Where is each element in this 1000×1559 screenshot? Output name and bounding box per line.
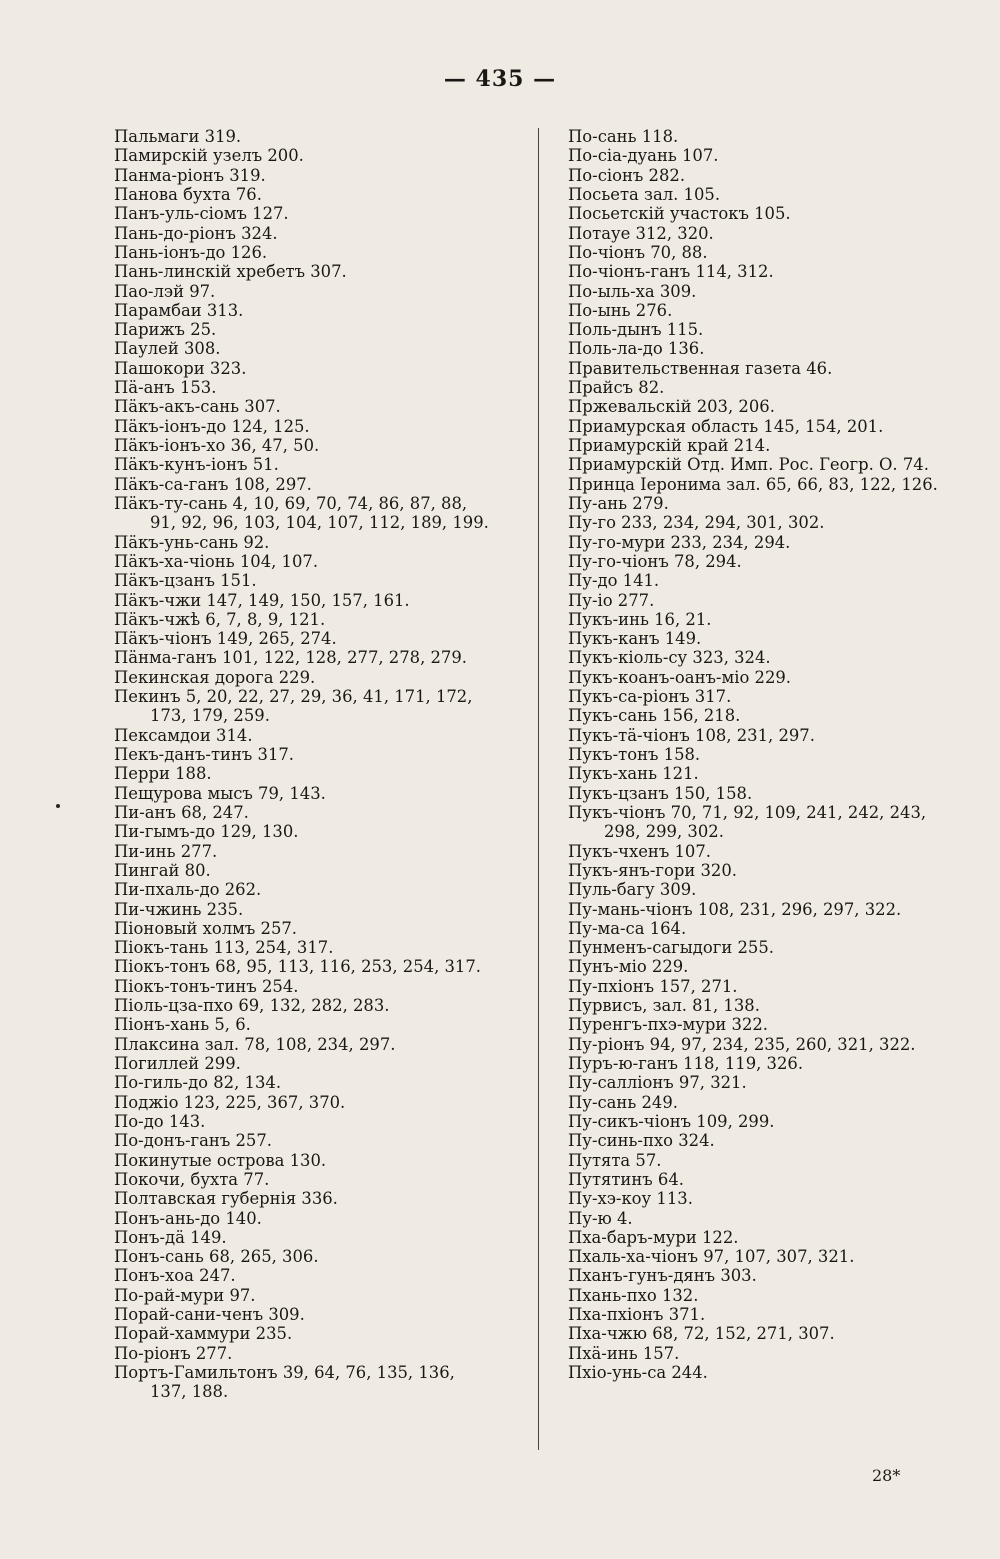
index-entry: Покочи, бухта 77. [114, 1169, 270, 1189]
index-entry: Пи-инь 277. [114, 841, 218, 861]
index-entry: Пу-ю 4. [568, 1208, 633, 1228]
index-entry: Парижъ 25. [114, 320, 217, 340]
index-entry: По-донъ-ганъ 257. [114, 1131, 272, 1151]
index-entry: Пао-лэй 97. [114, 281, 216, 301]
index-entry: Паулей 308. [114, 339, 221, 359]
index-column-right [568, 127, 973, 1382]
index-entry: Піокъ-тонъ 68, 95, 113, 116, 253, 254, 317. [114, 957, 481, 977]
index-entry: Пäнма-ганъ 101, 122, 128, 277, 278, 279. [114, 648, 467, 668]
index-entry: Пекинъ 5, 20, 22, 27, 29, 36, 41, 171, 172, [114, 687, 473, 707]
index-entry: Пукъ-сань 156, 218. [568, 706, 741, 726]
index-entry: Поджіо 123, 225, 367, 370. [114, 1092, 346, 1112]
index-entry: Піокъ-тань 113, 254, 317. [114, 938, 334, 958]
index-entry: Плаксина зал. 78, 108, 234, 297. [114, 1034, 396, 1054]
index-entry: Пашокори 323. [114, 358, 247, 378]
index-entry: Пханъ-гунъ-дянъ 303. [568, 1266, 757, 1286]
index-entry: Панъ-уль-сіомъ 127. [114, 204, 289, 224]
index-entry: По-чіонъ 70, 88. [568, 242, 708, 262]
index-entry: Погиллей 299. [114, 1054, 241, 1073]
index-entry: Пäкъ-чжѣ 6, 7, 8, 9, 121. [114, 609, 326, 629]
index-entry: Пхань-пхо 132. [568, 1285, 699, 1305]
index-entry: Пу-хэ-коу 113. [568, 1189, 693, 1209]
index-entry: По-гиль-до 82, 134. [114, 1073, 282, 1093]
index-entry: Пекинская дорога 229. [114, 667, 316, 687]
index-entry: Пäкъ-са-ганъ 108, 297. [114, 474, 312, 494]
index-entry: Поль-ла-до 136. [568, 339, 705, 359]
index-entry: Пäкъ-акъ-сань 307. [114, 397, 281, 417]
index-entry: Пальмаги 319. [114, 127, 242, 146]
index-entry: Портъ-Гамильтонъ 39, 64, 76, 135, 136, [114, 1363, 455, 1382]
index-entry: Пä-анъ 153. [114, 378, 217, 398]
index-entry: Пунменъ-сагыдоги 255. [568, 938, 774, 958]
index-entry: Приамурская область 145, 154, 201. [568, 416, 884, 436]
index-entry: Пäкъ-кунъ-іонъ 51. [114, 455, 279, 475]
index-entry: По-ынь 276. [568, 300, 673, 320]
index-entry: 173, 179, 259. [150, 706, 270, 726]
index-entry: Пукъ-тä-чіонъ 108, 231, 297. [568, 725, 815, 745]
index-entry: Понъ-дä 149. [114, 1227, 227, 1247]
index-entry: Панова бухта 76. [114, 184, 262, 204]
index-entry: Пунъ-міо 229. [568, 957, 689, 977]
index-entry: Пу-іо 277. [568, 590, 655, 610]
index-entry: Пу-салліонъ 97, 321. [568, 1073, 747, 1093]
index-entry: Пань-до-ріонъ 324. [114, 223, 278, 243]
index-entry: По-рай-мури 97. [114, 1285, 256, 1305]
index-entry: По-чіонъ-ганъ 114, 312. [568, 262, 774, 282]
index-entry: Пукъ-коанъ-оанъ-міо 229. [568, 667, 792, 687]
index-entry: Піокъ-тонъ-тинъ 254. [114, 976, 299, 996]
index-entry: Пукъ-кіоль-су 323, 324. [568, 648, 771, 668]
index-entry: Путята 57. [568, 1150, 662, 1170]
index-entry: Понъ-ань-до 140. [114, 1208, 262, 1228]
index-entry: Понъ-хоа 247. [114, 1266, 236, 1286]
index-entry: Піоль-цза-пхо 69, 132, 282, 283. [114, 996, 390, 1016]
index-entry: Піоновый холмъ 257. [114, 918, 298, 938]
index-entry: По-ріонъ 277. [114, 1343, 233, 1363]
index-entry: Пань-линскій хребетъ 307. [114, 262, 347, 282]
index-entry: Пу-пхіонъ 157, 271. [568, 976, 738, 996]
index-entry: Прайсъ 82. [568, 378, 665, 398]
index-entry: Порай-сани-ченъ 309. [114, 1305, 305, 1325]
index-entry: Пингай 80. [114, 860, 211, 880]
index-entry: Порай-хаммури 235. [114, 1324, 293, 1344]
index-entry: Пи-гымъ-до 129, 130. [114, 822, 299, 842]
index-entry: По-сань 118. [568, 127, 679, 146]
index-entry: Приамурскій Отд. Имп. Рос. Геогр. О. 74. [568, 455, 929, 475]
index-entry: Пукъ-инь 16, 21. [568, 609, 712, 629]
index-entry: Пäкъ-унь-сань 92. [114, 532, 270, 552]
index-entry: Пу-го 233, 234, 294, 301, 302. [568, 513, 825, 533]
index-entry: Пхіо-унь-са 244. [568, 1363, 708, 1382]
index-entry: Посьета зал. 105. [568, 184, 721, 204]
index-entry: Пха-пхіонъ 371. [568, 1305, 706, 1325]
index-entry: Пуренгъ-пхэ-мури 322. [568, 1015, 769, 1035]
index-entry: Пань-іонъ-до 126. [114, 242, 268, 262]
index-entry: Парамбаи 313. [114, 300, 244, 320]
index-entry: Пи-анъ 68, 247. [114, 802, 249, 822]
index-entry: По-до 143. [114, 1111, 206, 1131]
index-entry: Пäкъ-чіонъ 149, 265, 274. [114, 629, 337, 649]
index-entry: Пу-го-мури 233, 234, 294. [568, 532, 791, 552]
index-entry: Пукъ-тонъ 158. [568, 745, 701, 764]
index-entry: Пурвисъ, зал. 81, 138. [568, 996, 760, 1016]
index-entry: Пäкъ-ха-чіонь 104, 107. [114, 551, 319, 571]
index-entry: Пукъ-хань 121. [568, 764, 699, 784]
index-entry: По-сіонъ 282. [568, 165, 686, 185]
index-entry: Пукъ-цзанъ 150, 158. [568, 783, 753, 803]
index-entry: Пуль-багу 309. [568, 880, 697, 900]
index-entry: Пäкъ-ту-сань 4, 10, 69, 70, 74, 86, 87, 88, [114, 493, 468, 513]
index-entry: 91, 92, 96, 103, 104, 107, 112, 189, 199. [150, 513, 489, 533]
index-entry: По-ыль-ха 309. [568, 281, 697, 301]
index-entry: Путятинъ 64. [568, 1169, 684, 1189]
index-entry: Пу-сань 249. [568, 1092, 678, 1112]
index-entry: Правительственная газета 46. [568, 358, 833, 378]
index-entry: Пексамдои 314. [114, 725, 253, 745]
index-entry: Пу-синь-пхо 324. [568, 1131, 715, 1151]
index-entry: Пу-ма-са 164. [568, 918, 687, 938]
index-entry: Понъ-сань 68, 265, 306. [114, 1247, 319, 1267]
index-entry: Покинутые острова 130. [114, 1150, 327, 1170]
index-entry: Пещурова мысъ 79, 143. [114, 783, 326, 803]
index-entry: Памирскій узелъ 200. [114, 146, 304, 166]
index-entry: Пха-чжю 68, 72, 152, 271, 307. [568, 1324, 835, 1344]
index-entry: Пржевальскій 203, 206. [568, 397, 775, 417]
index-entry: Поль-дынъ 115. [568, 320, 704, 340]
index-entry: Пäкъ-іонъ-до 124, 125. [114, 416, 310, 436]
index-entry: 137, 188. [150, 1382, 229, 1402]
index-entry: Пукъ-са-ріонъ 317. [568, 687, 732, 707]
index-entry: Пу-мань-чіонъ 108, 231, 296, 297, 322. [568, 899, 902, 919]
column-divider [538, 128, 539, 1450]
index-entry: Пха-баръ-мури 122. [568, 1227, 739, 1247]
index-entry: Пукъ-янъ-гори 320. [568, 860, 737, 880]
index-entry: 298, 299, 302. [604, 822, 724, 842]
printer-signature: 28* [872, 1466, 901, 1485]
index-entry: Принца Іеронима зал. 65, 66, 83, 122, 126. [568, 474, 938, 494]
index-entry: Пи-чжинь 235. [114, 899, 244, 919]
index-entry: Потауе 312, 320. [568, 223, 714, 243]
index-entry: Пäкъ-іонъ-хо 36, 47, 50. [114, 436, 320, 455]
index-entry: Полтавская губернія 336. [114, 1189, 338, 1209]
index-entry: Пуръ-ю-ганъ 118, 119, 326. [568, 1054, 804, 1073]
index-entry: Перри 188. [114, 764, 212, 784]
index-entry: Пу-го-чіонъ 78, 294. [568, 551, 742, 571]
index-entry: По-сіа-дуань 107. [568, 146, 719, 166]
index-entry: Пу-ріонъ 94, 97, 234, 235, 260, 321, 322. [568, 1034, 916, 1054]
index-entry: Пи-пхаль-до 262. [114, 880, 262, 900]
index-entry: Пхä-инь 157. [568, 1343, 680, 1363]
index-entry: Приамурскій край 214. [568, 436, 771, 455]
index-entry: Пу-сикъ-чіонъ 109, 299. [568, 1111, 775, 1131]
index-entry: Пекъ-данъ-тинъ 317. [114, 745, 295, 764]
index-entry: Пäкъ-чжи 147, 149, 150, 157, 161. [114, 590, 410, 610]
index-entry: Панма-ріонъ 319. [114, 165, 266, 185]
index-entry: Пу-ань 279. [568, 493, 669, 513]
index-entry: Пäкъ-цзанъ 151. [114, 571, 257, 591]
page-number: — 435 — [443, 66, 557, 92]
index-entry: Пукъ-канъ 149. [568, 629, 702, 649]
index-entry: Пу-до 141. [568, 571, 660, 591]
ink-speck [56, 804, 60, 808]
index-entry: Пукъ-чіонъ 70, 71, 92, 109, 241, 242, 243, [568, 802, 927, 822]
index-entry: Пхаль-ха-чіонъ 97, 107, 307, 321. [568, 1247, 855, 1267]
index-column-left [114, 127, 519, 1402]
index-entry: Піонъ-хань 5, 6. [114, 1015, 251, 1035]
index-entry: Пукъ-чхенъ 107. [568, 841, 711, 861]
index-entry: Посьетскій участокъ 105. [568, 204, 791, 224]
